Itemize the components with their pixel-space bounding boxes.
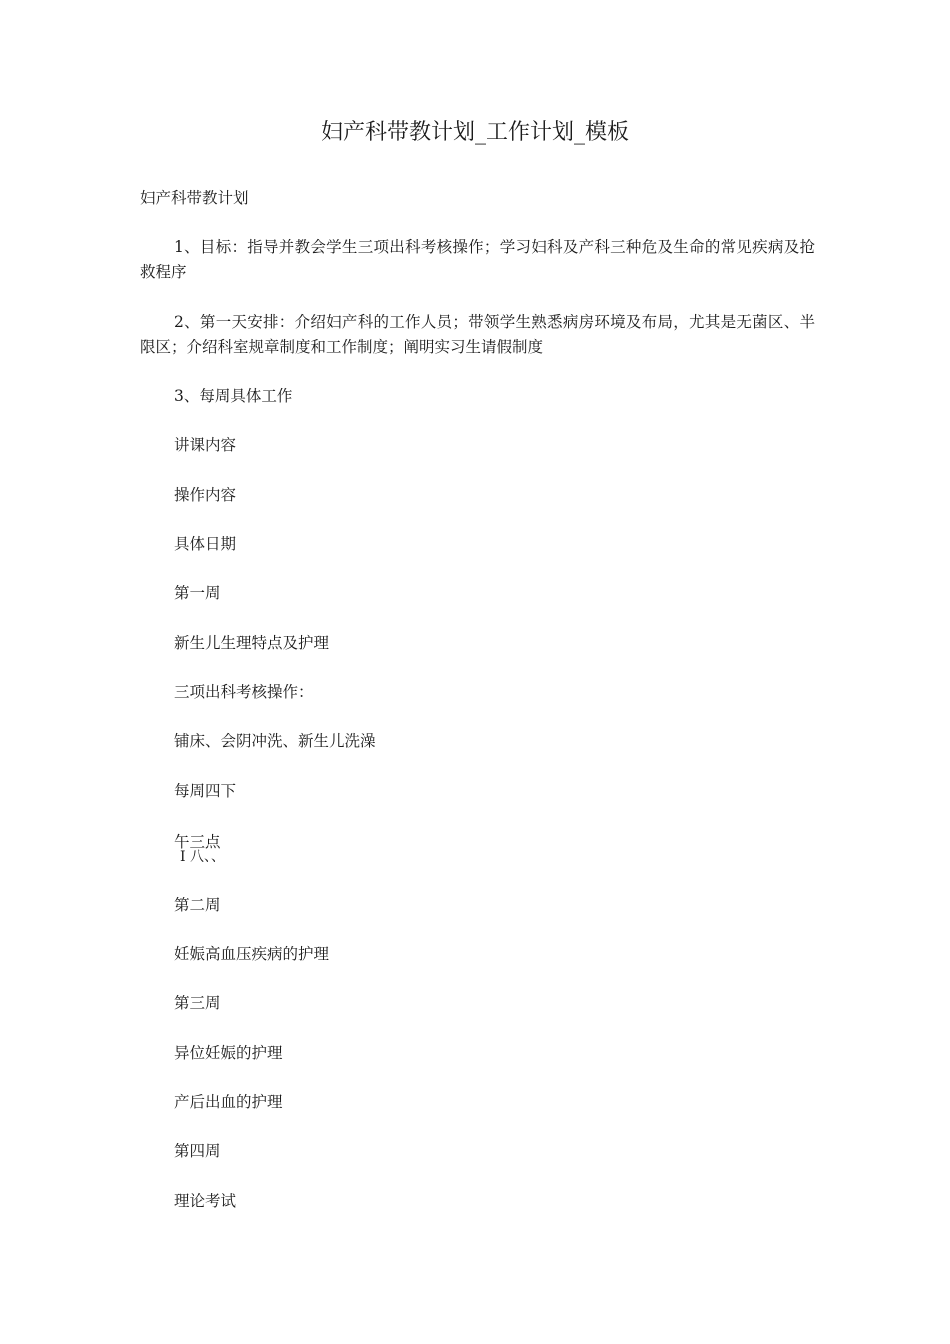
list-item: 每周四下 <box>174 782 237 800</box>
list-item: 铺床、会阴冲洗、新生儿洗澡 <box>174 732 376 750</box>
document-title: 妇产科带教计划_工作计划_模板 <box>320 120 629 145</box>
list-item: 妊娠高血压疾病的护理 <box>174 945 330 963</box>
list-item: 讲课内容 <box>174 436 237 454</box>
list-item: 具体日期 <box>174 535 237 553</box>
list-item: 操作内容 <box>174 486 237 504</box>
list-item: 异位妊娠的护理 <box>174 1044 283 1062</box>
paragraph-first-day: 2、第一天安排：介绍妇产科的工作人员；带领学生熟悉病房环境及布局，尤其是无菌区、半限区；介绍科室规章制度和工作制度；阐明实习生请假制度 <box>140 313 815 356</box>
list-item: 三项出科考核操作： <box>174 683 314 701</box>
list-item: 午三点 <box>174 833 221 851</box>
list-item: 第一周 <box>174 584 221 602</box>
overlap-fragment: I 八、、 <box>180 849 225 865</box>
list-item: 产后出血的护理 <box>174 1093 283 1111</box>
list-item: 新生儿生理特点及护理 <box>174 634 330 652</box>
list-item: 第四周 <box>174 1142 221 1160</box>
paragraph-goal: 1、目标：指导并教会学生三项出科考核操作；学习妇科及产科三种危及生命的常见疾病及抢救程序 <box>140 238 815 281</box>
list-item: 3、每周具体工作 <box>174 387 293 405</box>
list-item: 第二周 <box>174 896 221 914</box>
section-heading: 妇产科带教计划 <box>140 189 249 207</box>
list-item: 第三周 <box>174 994 221 1012</box>
list-item: 理论考试 <box>174 1192 237 1210</box>
